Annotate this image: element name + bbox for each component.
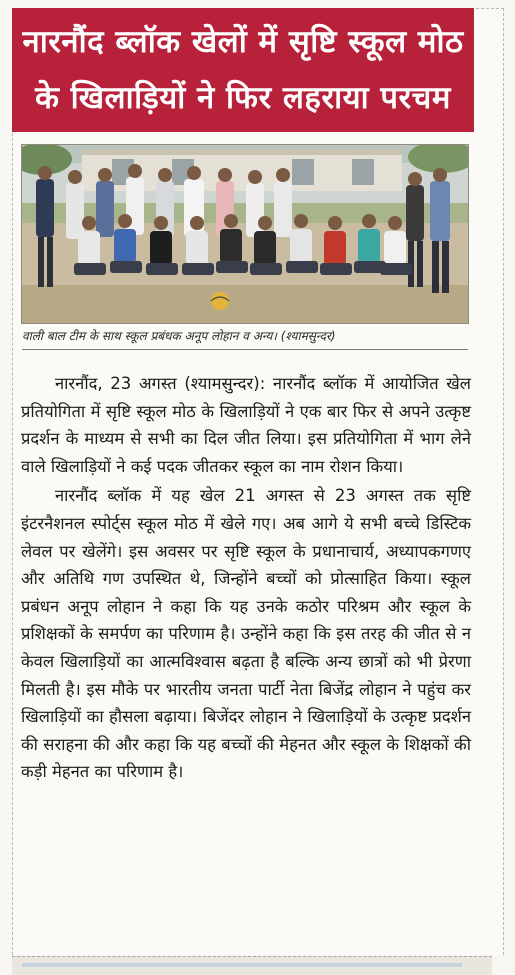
caption-divider <box>22 349 468 350</box>
headline-line-2: के खिलाड़ियों ने फिर लहराया परचम <box>35 80 451 116</box>
team-photo <box>21 144 469 324</box>
clipping-bottom-edge <box>12 956 492 975</box>
headline-banner <box>12 8 474 132</box>
article-paragraph-1: नारनौंद, 23 अगस्त (श्यामसुन्दर): नारनौंद ब्लॉक में आयोजित खेल प्रतियोगिता में सृष्टि स्कूल मोठ के खिलाड़ियों ने एक बार फिर से अपने उत्कृष्ट प्रदर्शन के माध्यम से सभी का दिल जीत लिया। इस प्रतियोगिता में भाग लेने वाले खिलाड़ियों ने कई पदक जीतकर स्कूल का नाम रोशन किया। <box>21 374 471 476</box>
article-body <box>21 370 471 786</box>
headline-line-1: नारनौंद ब्लॉक खेलों में सृष्टि स्कूल मोठ <box>22 24 464 60</box>
next-article-fragment <box>22 963 462 967</box>
photo-caption: वाली बाल टीम के साथ स्कूल प्रबंधक अनूप लोहान व अन्य। (श्यामसुन्दर) <box>22 329 336 343</box>
article-paragraph-2: नारनौंद ब्लॉक में यह खेल 21 अगस्त से 23 अगस्त तक सृष्टि इंटरनैशनल स्पोर्ट्स स्कूल मोठ में खेले गए। अब आगे ये सभी बच्चे डिस्टिक लेवल पर खेलेंगे। इस अवसर पर सृष्टि स्कूल के प्रधानाचार्य, अध्यापकगणए और अतिथि गण उपस्थित थे, जिन्होंने बच्चों को प्रोत्साहित किया। स्कूल प्रबंधन अनूप लोहान ने कहा कि यह उनके कठोर परिश्रम और स्कूल के प्रशिक्षकों के समर्पण का परिणाम है। उन्होंने कहा कि इस तरह की जीत से न केवल खिलाड़ियों का आत्मविश्वास बढ़ता है बल्कि अन्य छात्रों को भी प्रेरणा मिलती है। इस मौके पर भारतीय जनता पार्टी नेता बिजेंद्र लोहान ने पहुंच कर खिलाड़ियों का हौसला बढ़ाया। बिजेंदर लोहान ने खिलाड़ियों के उत्कृष्ट प्रदर्शन की सराहना की और कहा कि यह बच्चों की मेहनत और स्कूल के शिक्षकों की कड़ी मेहनत का परिणाम है। <box>21 486 471 782</box>
